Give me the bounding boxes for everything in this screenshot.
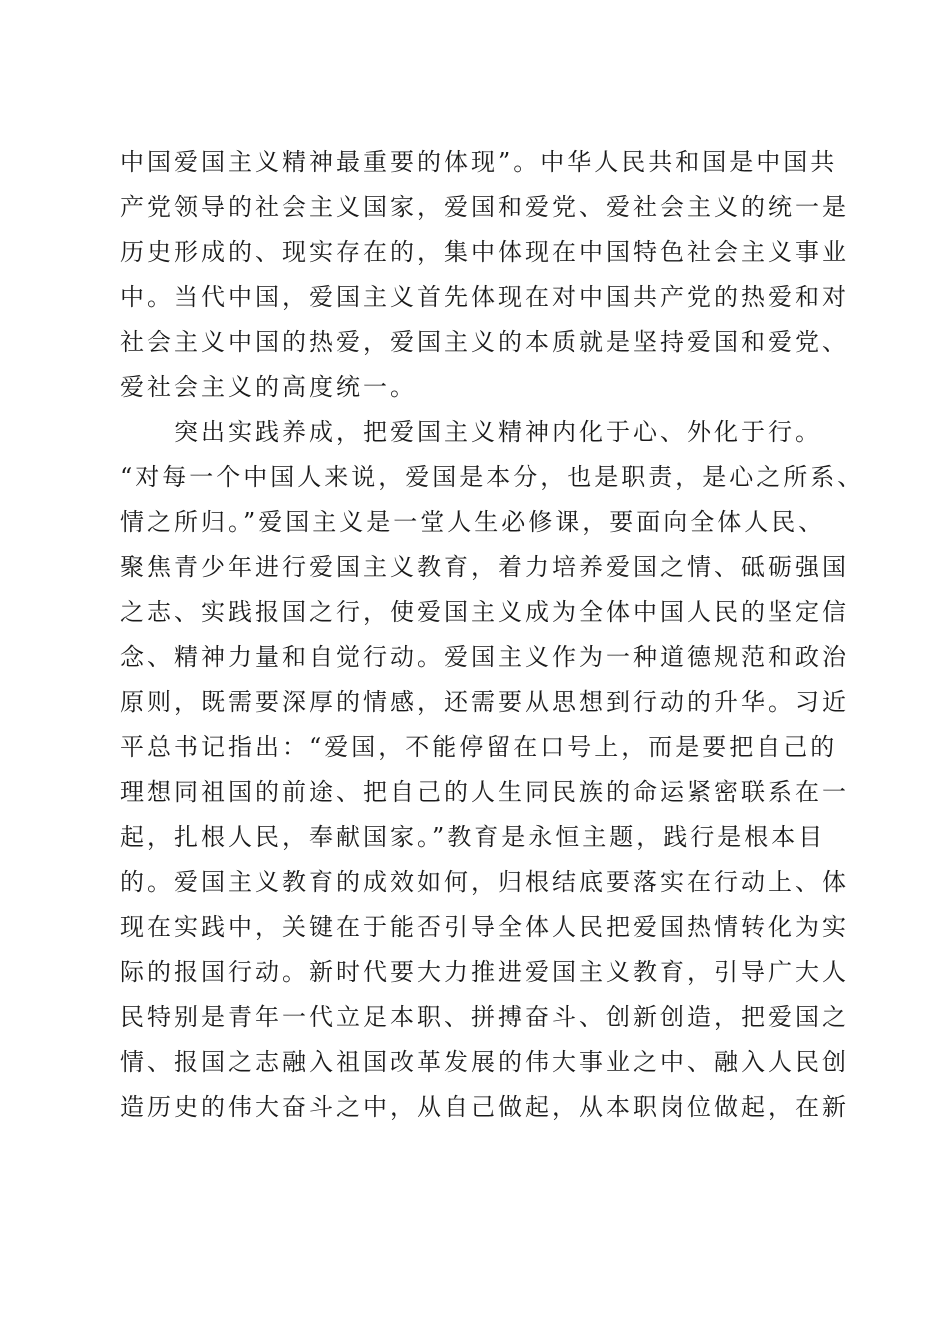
text-line: 爱社会主义的高度统一。 bbox=[120, 373, 417, 401]
text-line: 中国爱国主义精神最重要的体现”。中华人民共和国是中国共 bbox=[120, 148, 838, 176]
text-line: 的。爱国主义教育的成效如何，归根结底要落实在行动上、体 bbox=[120, 868, 849, 896]
text-line: 理想同祖国的前途、把自己的人生同民族的命运紧密联系在一 bbox=[120, 778, 849, 806]
paragraph-2 bbox=[120, 410, 865, 1130]
text-line: 起，扎根人民，奉献国家。”教育是永恒主题，践行是根本目 bbox=[120, 823, 826, 851]
text-line: 造历史的伟大奋斗之中，从自己做起，从本职岗位做起，在新 bbox=[120, 1093, 849, 1121]
text-line: 产党领导的社会主义国家，爱国和爱党、爱社会主义的统一是 bbox=[120, 193, 849, 221]
text-line: 平总书记指出：“爱国，不能停留在口号上，而是要把自己的 bbox=[120, 733, 838, 761]
text-line: 念、精神力量和自觉行动。爱国主义作为一种道德规范和政治 bbox=[120, 643, 849, 671]
text-line: 突出实践养成，把爱国主义精神内化于心、外化于行。 bbox=[174, 418, 822, 446]
text-line: 情、报国之志融入祖国改革发展的伟大事业之中、融入人民创 bbox=[120, 1048, 849, 1076]
paragraph-1 bbox=[120, 140, 849, 410]
text-line: 现在实践中，关键在于能否引导全体人民把爱国热情转化为实 bbox=[120, 913, 849, 941]
text-line: 中。当代中国，爱国主义首先体现在对中国共产党的热爱和对 bbox=[120, 283, 849, 311]
text-line: 民特别是青年一代立足本职、拼搏奋斗、创新创造，把爱国之 bbox=[120, 1003, 849, 1031]
text-line: 社会主义中国的热爱，爱国主义的本质就是坚持爱国和爱党、 bbox=[120, 328, 849, 356]
text-line: 历史形成的、现实存在的，集中体现在中国特色社会主义事业 bbox=[120, 238, 849, 266]
text-line: 情之所归。”爱国主义是一堂人生必修课，要面向全体人民、 bbox=[120, 508, 826, 536]
text-line: 之志、实践报国之行，使爱国主义成为全体中国人民的坚定信 bbox=[120, 598, 849, 626]
text-line: 聚焦青少年进行爱国主义教育，着力培养爱国之情、砥砺强国 bbox=[120, 553, 849, 581]
text-line: “对每一个中国人来说，爱国是本分，也是职责，是心之所系、 bbox=[120, 463, 865, 491]
text-line: 原则，既需要深厚的情感，还需要从思想到行动的升华。习近 bbox=[120, 688, 849, 716]
body-text bbox=[120, 140, 865, 1130]
text-line: 际的报国行动。新时代要大力推进爱国主义教育，引导广大人 bbox=[120, 958, 849, 986]
